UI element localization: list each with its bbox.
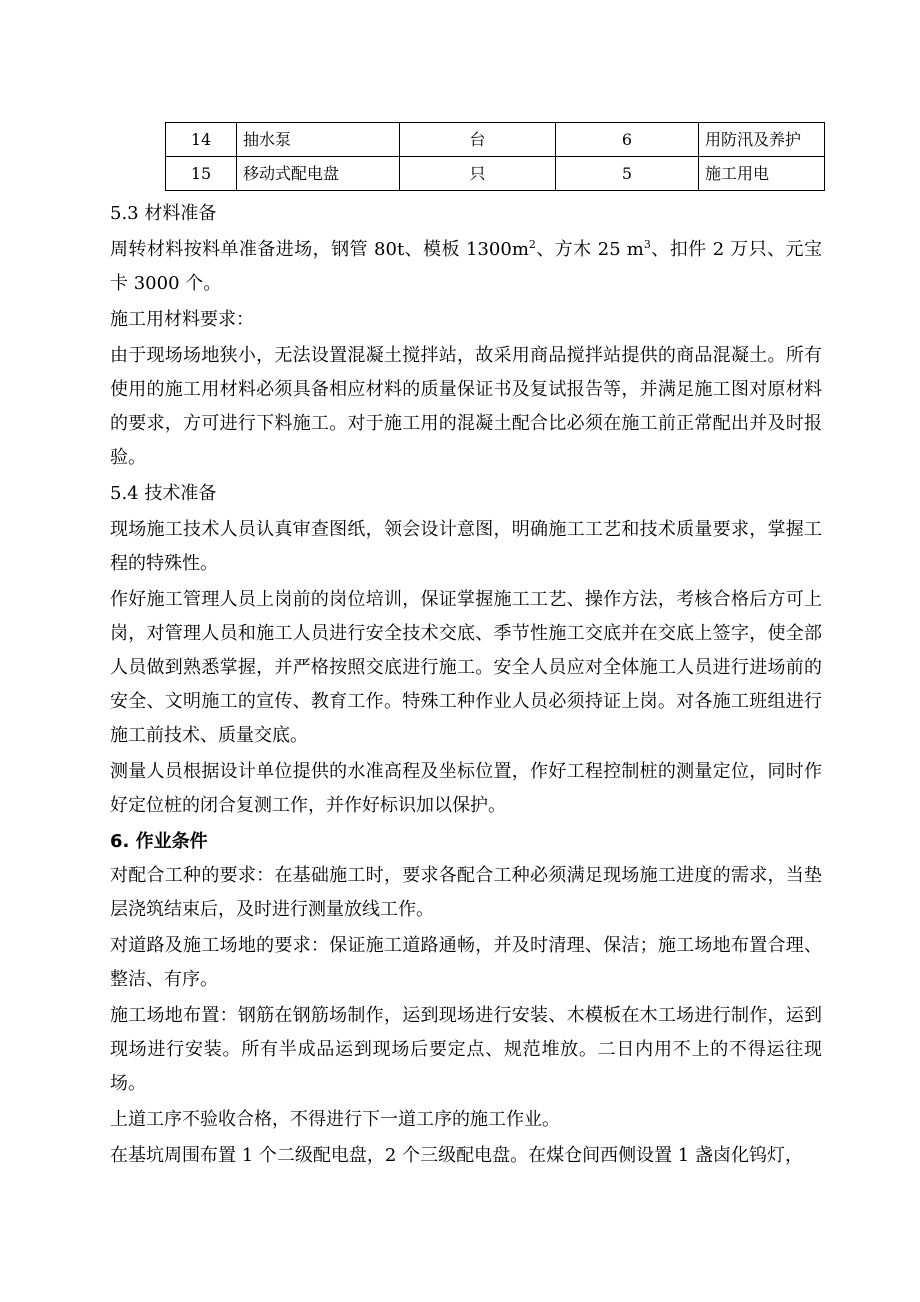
paragraph-process-acceptance: 上道工序不验收合格，不得进行下一道工序的施工作业。 — [110, 1109, 560, 1130]
paragraph-roads-site: 对道路及施工场地的要求：保证施工道路通畅，并及时清理、保洁；施工场地布置合理、整洁、有序。 — [110, 935, 822, 990]
section-heading-6: 6. 作业条件 — [110, 831, 208, 852]
superscript: 3 — [643, 238, 651, 251]
superscript: 2 — [528, 238, 536, 251]
paragraph-coordination: 对配合工种的要求：在基础施工时，要求各配合工种必须满足现场施工进度的需求，当垫层浇筑结束后，及时进行测量放线工作。 — [110, 865, 822, 920]
paragraph-technical-review: 现场施工技术人员认真审查图纸，领会设计意图，明确施工工艺和技术质量要求，掌握工程的特殊性。 — [110, 519, 822, 574]
text-run: 周转材料按料单准备进场，钢管 80t、模板 1300m — [110, 239, 529, 260]
paragraph-materials-list — [110, 233, 822, 301]
cell-number: 15 — [166, 157, 237, 191]
table-row — [166, 123, 825, 157]
text-run: 、扣件 2 万只、元宝卡 3000 个。 — [110, 239, 822, 294]
paragraph-material-requirements: 由于现场场地狭小，无法设置混凝土搅拌站，故采用商品搅拌站提供的商品混凝土。所有使用的施工用材料必须具备相应材料的质量保证书及复试报告等，并满足施工图对原材料的要求，方可进行下料施工。对于施工用的混凝土配合比必须在施工前正常配出并及时报验。 — [110, 345, 822, 468]
paragraph-material-requirements-label: 施工用材料要求： — [110, 309, 254, 330]
document-body — [110, 197, 822, 1173]
cell-unit: 只 — [400, 157, 556, 191]
cell-quantity: 5 — [556, 157, 699, 191]
cell-name: 移动式配电盘 — [237, 157, 400, 191]
table-row — [166, 157, 825, 191]
paragraph-site-layout: 施工场地布置：钢筋在钢筋场制作，运到现场进行安装、木模板在木工场进行制作，运到现场进行安装。所有半成品运到现场后要定点、规范堆放。二日内用不上的不得运往现场。 — [110, 1005, 822, 1094]
paragraph-power-distribution: 在基坑周围布置 1 个二级配电盘，2 个三级配电盘。在煤仓间西侧设置 1 盏卤化钨灯， — [110, 1145, 803, 1166]
section-heading-5-4: 5.4 技术准备 — [110, 483, 217, 504]
cell-unit: 台 — [400, 123, 556, 157]
cell-quantity: 6 — [556, 123, 699, 157]
cell-name: 抽水泵 — [237, 123, 400, 157]
section-heading-5-3: 5.3 材料准备 — [110, 203, 217, 224]
paragraph-training: 作好施工管理人员上岗前的岗位培训，保证掌握施工工艺、操作方法，考核合格后方可上岗，对管理人员和施工人员进行安全技术交底、季节性施工交底并在交底上签字，使全部人员做到熟悉掌握，并严格按照交底进行施工。安全人员应对全体施工人员进行进场前的安全、文明施工的宣传、教育工作。特殊工种作业人员必须持证上岗。对各施工班组进行施工前技术、质量交底。 — [110, 589, 822, 746]
cell-usage: 施工用电 — [699, 157, 825, 191]
cell-number: 14 — [166, 123, 237, 157]
equipment-table — [165, 122, 825, 191]
paragraph-surveying: 测量人员根据设计单位提供的水准高程及坐标位置，作好工程控制桩的测量定位，同时作好定位桩的闭合复测工作，并作好标识加以保护。 — [110, 761, 822, 816]
cell-usage: 用防汛及养护 — [699, 123, 825, 157]
text-run: 、方木 25 m — [535, 239, 644, 260]
